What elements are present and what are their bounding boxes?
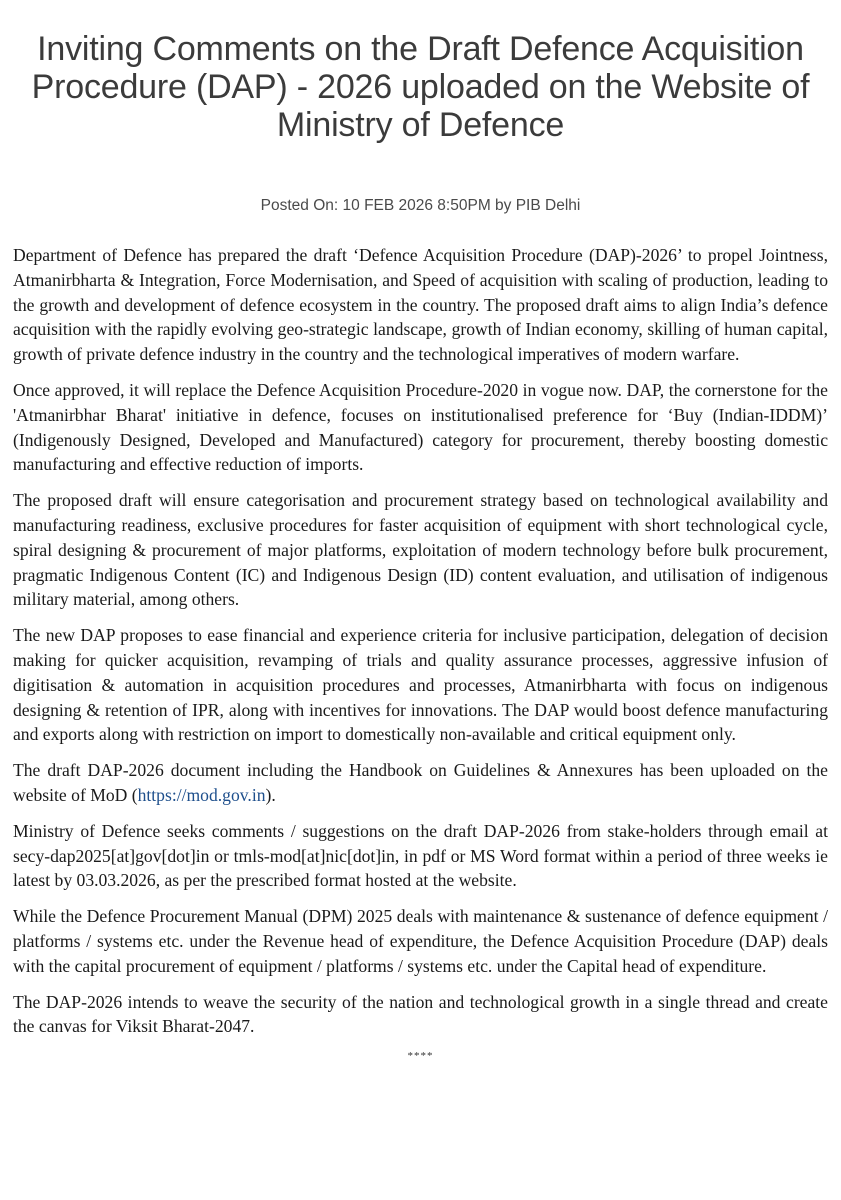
paragraph-dpm: While the Defence Procurement Manual (DPM) 2025 deals with maintenance & sustenance of defence equipment / platforms / systems etc. under the Revenue head of expenditure, the Defence Acquisition Procedure (DAP) deals with the capital procurement of equipment / platforms / systems etc. under the Capital head of expenditure.	[13, 906, 828, 976]
paragraph-comments: Ministry of Defence seeks comments / suggestions on the draft DAP-2026 from stake-holders through email at secy-dap2025[at]gov[dot]in or tmls-mod[at]nic[dot]in, in pdf or MS Word format within a period of three weeks ie latest by 03.03.2026, as per the prescribed format hosted at the website.	[13, 820, 828, 891]
mod-website-link[interactable]: https://mod.gov.in	[137, 784, 266, 805]
upload-text-before: The draft DAP-2026 document including the Handbook on Guidelines & Annexures has been uploaded on the website of MoD (	[13, 760, 828, 805]
paragraph-new-dap: The new DAP proposes to ease financial and experience criteria for inclusive participation, delegation of decision making for quicker acquisition, revamping of trials and quality assurance processes, aggressive infusion of digitisation & automation in acquisition procedures and processes, Atmanirbharta with focus on indigenous designing & retention of IPR, along with incentives for innovations. The DAP would boost defence manufacturing and exports along with restriction on import to domestically non-available and critical equipment only.	[13, 625, 828, 745]
posted-date-line: Posted On: 10 FEB 2026 8:50PM by PIB Delhi	[260, 197, 581, 214]
paragraph-upload	[13, 758, 828, 808]
paragraph-conclusion: The DAP-2026 intends to weave the security of the nation and technological growth in a single thread and create the canvas for Viksit Bharat-2047.	[13, 991, 828, 1037]
upload-text-after: ).	[265, 784, 276, 805]
paragraph-strategy: The proposed draft will ensure categorisation and procurement strategy based on technological availability and manufacturing readiness, exclusive procedures for faster acquisition of equipment with short technological cycle, spiral designing & procurement of major platforms, exploitation of modern technology before bulk procurement, pragmatic Indigenous Content (IC) and Indigenous Design (ID) content evaluation, and utilisation of indigenous military material, among others.	[13, 490, 828, 610]
paragraph-replacement: Once approved, it will replace the Defence Acquisition Procedure-2020 in vogue now. DAP, the cornerstone for the 'Atmanirbhar Bharat' initiative in defence, focuses on institutionalised preference for ‘Buy (Indian-IDDM)’ (Indigenously Designed, Developed and Manufactured) category for procurement, thereby boosting domestic manufacturing and effective reduction of imports.	[13, 379, 828, 475]
end-marker: ****	[407, 1050, 434, 1063]
article-body	[13, 243, 828, 1039]
page-title: Inviting Comments on the Draft Defence Acquisition Procedure (DAP) - 2026 uploaded on the Website of Ministry of Defence	[31, 30, 810, 144]
paragraph-intro: Department of Defence has prepared the draft ‘Defence Acquisition Procedure (DAP)-2026’ to propel Jointness, Atmanirbharta & Integration, Force Modernisation, and Speed of acquisition with scaling of production, leading to the growth and development of defence ecosystem in the country. The proposed draft aims to align India’s defence acquisition with the rapidly evolving geo-strategic landscape, growth of Indian economy, skilling of human capital, growth of private defence industry in the country and the technological imperatives of modern warfare.	[13, 245, 828, 365]
